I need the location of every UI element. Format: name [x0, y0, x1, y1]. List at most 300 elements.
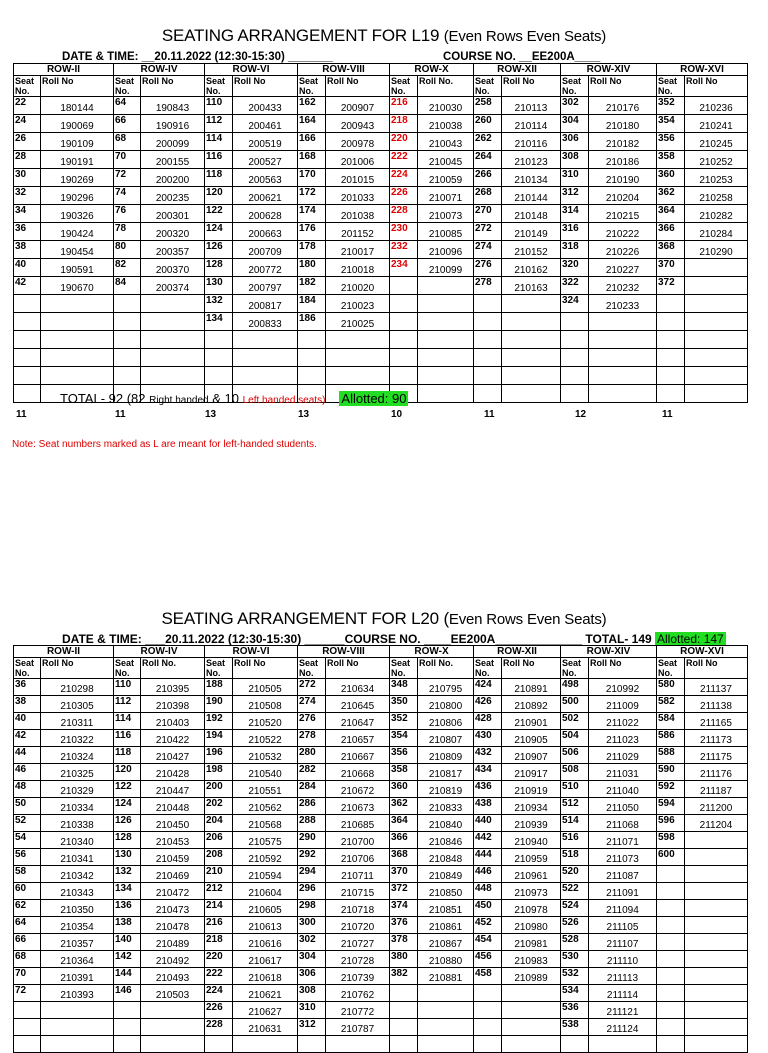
seat-number-cell: 322 — [561, 277, 589, 295]
seat-number-cell: 216 — [205, 917, 233, 934]
roll-number-cell: 210840 — [418, 815, 474, 832]
l19-total-mid: & 10 — [208, 391, 243, 406]
roll-number-cell: 180144 — [41, 97, 114, 115]
roll-number-cell: 210907 — [502, 747, 561, 764]
seat-number-cell: 30 — [14, 169, 41, 187]
seat-number-cell: 116 — [205, 151, 233, 169]
roll-number-cell: 200628 — [233, 205, 298, 223]
roll-number-cell: 200519 — [233, 133, 298, 151]
roll-number-cell: 210657 — [326, 730, 390, 747]
seat-number-cell — [14, 331, 41, 349]
seat-number-cell: 362 — [657, 187, 685, 205]
seat-number-cell: 232 — [390, 241, 418, 259]
table-row — [14, 730, 748, 747]
seat-no-header: Seat No. — [561, 658, 589, 679]
roll-number-cell: 210592 — [233, 849, 298, 866]
seat-number-cell: 354 — [657, 115, 685, 133]
row-count: 11 — [662, 409, 673, 420]
roll-number-cell: 200563 — [233, 169, 298, 187]
roll-number-cell — [685, 349, 748, 367]
seat-number-cell — [657, 900, 685, 917]
roll-number-cell: 210393 — [41, 985, 114, 1002]
seat-number-cell — [390, 985, 418, 1002]
roll-number-cell: 210575 — [233, 832, 298, 849]
table-row — [14, 295, 748, 313]
roll-number-cell: 210149 — [502, 223, 561, 241]
roll-number-cell — [326, 367, 390, 385]
seat-number-cell: 378 — [390, 934, 418, 951]
roll-number-cell: 200907 — [326, 97, 390, 115]
seat-number-cell: 524 — [561, 900, 589, 917]
roll-number-cell: 200817 — [233, 295, 298, 313]
l19-seating-table — [13, 63, 748, 403]
seat-no-header: Seat No. — [114, 76, 141, 97]
seat-number-cell: 120 — [205, 187, 233, 205]
table-row — [14, 277, 748, 295]
seat-number-cell — [390, 331, 418, 349]
seat-number-cell — [114, 313, 141, 331]
seat-number-cell: 228 — [205, 1019, 233, 1036]
roll-number-cell: 210917 — [502, 764, 561, 781]
roll-number-cell: 200370 — [141, 259, 205, 277]
seat-number-cell: 370 — [657, 259, 685, 277]
roll-number-cell: 210973 — [502, 883, 561, 900]
roll-number-cell: 210613 — [233, 917, 298, 934]
roll-number-cell: 210059 — [418, 169, 474, 187]
roll-no-header: Roll No — [502, 76, 561, 97]
seat-number-cell — [657, 385, 685, 403]
roll-number-cell: 210144 — [502, 187, 561, 205]
seat-number-cell: 528 — [561, 934, 589, 951]
roll-number-cell: 190424 — [41, 223, 114, 241]
seat-number-cell: 164 — [298, 115, 326, 133]
roll-number-cell: 210532 — [233, 747, 298, 764]
roll-number-cell: 210939 — [502, 815, 561, 832]
seat-number-cell: 230 — [390, 223, 418, 241]
roll-number-cell: 210594 — [233, 866, 298, 883]
roll-number-cell: 210817 — [418, 764, 474, 781]
roll-number-cell: 210114 — [502, 115, 561, 133]
seat-number-cell — [657, 985, 685, 1002]
seat-number-cell: 288 — [298, 815, 326, 832]
seat-number-cell: 80 — [114, 241, 141, 259]
roll-number-cell: 210980 — [502, 917, 561, 934]
seat-number-cell: 170 — [298, 169, 326, 187]
seat-number-cell: 126 — [114, 815, 141, 832]
seat-number-cell: 82 — [114, 259, 141, 277]
roll-number-cell — [685, 385, 748, 403]
seat-number-cell: 446 — [474, 866, 502, 883]
roll-number-cell: 210325 — [41, 764, 114, 781]
roll-number-cell: 190191 — [41, 151, 114, 169]
roll-number-cell: 190454 — [41, 241, 114, 259]
seat-number-cell: 54 — [14, 832, 41, 849]
roll-number-cell — [685, 1036, 748, 1053]
seat-number-cell: 452 — [474, 917, 502, 934]
roll-number-cell — [685, 313, 748, 331]
roll-number-cell: 211187 — [685, 781, 748, 798]
seat-number-cell: 442 — [474, 832, 502, 849]
seat-no-header: Seat No. — [474, 658, 502, 679]
seat-number-cell — [114, 1002, 141, 1019]
roll-number-cell — [233, 1036, 298, 1053]
roll-number-cell: 210627 — [233, 1002, 298, 1019]
roll-number-cell: 210043 — [418, 133, 474, 151]
seat-number-cell: 272 — [474, 223, 502, 241]
seat-number-cell — [474, 385, 502, 403]
seat-number-cell: 366 — [657, 223, 685, 241]
seat-number-cell: 374 — [390, 900, 418, 917]
seat-number-cell: 144 — [114, 968, 141, 985]
seat-number-cell: 138 — [114, 917, 141, 934]
seat-number-cell: 382 — [390, 968, 418, 985]
roll-number-cell: 200663 — [233, 223, 298, 241]
table-row — [14, 313, 748, 331]
seat-number-cell: 176 — [298, 223, 326, 241]
roll-number-cell: 210233 — [589, 295, 657, 313]
seat-number-cell: 350 — [390, 696, 418, 713]
seat-number-cell: 512 — [561, 798, 589, 815]
seat-number-cell: 372 — [390, 883, 418, 900]
row-header: ROW-X — [390, 646, 474, 658]
seat-number-cell: 428 — [474, 713, 502, 730]
roll-number-cell — [685, 968, 748, 985]
seat-number-cell: 290 — [298, 832, 326, 849]
table-row — [14, 934, 748, 951]
seat-number-cell — [657, 951, 685, 968]
seat-no-header: Seat No. — [657, 658, 685, 679]
table-row — [14, 187, 748, 205]
seat-number-cell — [390, 349, 418, 367]
roll-number-cell: 211087 — [589, 866, 657, 883]
seat-number-cell: 580 — [657, 679, 685, 696]
seat-number-cell: 24 — [14, 115, 41, 133]
seat-number-cell: 302 — [298, 934, 326, 951]
seat-number-cell: 226 — [205, 1002, 233, 1019]
seat-number-cell — [474, 367, 502, 385]
seat-number-cell — [657, 934, 685, 951]
roll-number-cell — [589, 331, 657, 349]
seat-number-cell: 48 — [14, 781, 41, 798]
seat-number-cell: 192 — [205, 713, 233, 730]
row-count: 13 — [298, 409, 310, 420]
roll-number-cell: 210787 — [326, 1019, 390, 1036]
roll-number-cell: 200235 — [141, 187, 205, 205]
roll-number-cell: 210667 — [326, 747, 390, 764]
roll-number-cell: 210227 — [589, 259, 657, 277]
roll-number-cell — [502, 313, 561, 331]
seat-number-cell: 190 — [205, 696, 233, 713]
roll-number-cell — [685, 1019, 748, 1036]
roll-number-cell: 190269 — [41, 169, 114, 187]
seat-number-cell: 312 — [561, 187, 589, 205]
seat-number-cell: 222 — [390, 151, 418, 169]
seat-number-cell: 432 — [474, 747, 502, 764]
seat-number-cell — [390, 313, 418, 331]
seat-number-cell: 62 — [14, 900, 41, 917]
roll-number-cell: 210795 — [418, 679, 474, 696]
seat-number-cell: 70 — [14, 968, 41, 985]
seat-number-cell: 596 — [657, 815, 685, 832]
seat-number-cell: 360 — [390, 781, 418, 798]
roll-number-cell: 211029 — [589, 747, 657, 764]
seat-number-cell: 300 — [298, 917, 326, 934]
seat-number-cell: 124 — [205, 223, 233, 241]
seat-number-cell: 32 — [14, 187, 41, 205]
seat-number-cell — [390, 277, 418, 295]
roll-number-cell: 210298 — [41, 679, 114, 696]
seat-no-header: Seat No. — [14, 658, 41, 679]
seat-number-cell — [474, 349, 502, 367]
table-row — [14, 1036, 748, 1053]
table-row — [14, 133, 748, 151]
roll-number-cell: 210023 — [326, 295, 390, 313]
roll-number-cell: 210428 — [141, 764, 205, 781]
seat-number-cell — [657, 313, 685, 331]
roll-no-header: Roll No — [233, 76, 298, 97]
seat-number-cell: 38 — [14, 696, 41, 713]
row-header: ROW-VIII — [298, 646, 390, 658]
roll-number-cell — [233, 331, 298, 349]
seat-number-cell: 532 — [561, 968, 589, 985]
seat-number-cell: 126 — [205, 241, 233, 259]
row-count: 11 — [115, 409, 126, 420]
seat-no-header: Seat No. — [114, 658, 141, 679]
seat-number-cell — [390, 295, 418, 313]
seat-number-cell: 36 — [14, 679, 41, 696]
seat-number-cell — [114, 1036, 141, 1053]
roll-number-cell: 210492 — [141, 951, 205, 968]
seat-no-header: Seat No. — [205, 658, 233, 679]
roll-number-cell — [685, 277, 748, 295]
l20-title-paren: Even Rows Even Seats) — [448, 611, 607, 628]
row-count: 12 — [575, 409, 587, 420]
roll-number-cell: 200301 — [141, 205, 205, 223]
seat-no-header: Seat No. — [205, 76, 233, 97]
roll-number-cell: 211114 — [589, 985, 657, 1002]
table-row — [14, 1002, 748, 1019]
roll-number-cell: 210045 — [418, 151, 474, 169]
seat-number-cell: 304 — [298, 951, 326, 968]
seat-number-cell: 588 — [657, 747, 685, 764]
seat-number-cell: 180 — [298, 259, 326, 277]
seat-number-cell: 134 — [114, 883, 141, 900]
roll-number-cell: 210152 — [502, 241, 561, 259]
roll-number-cell: 210645 — [326, 696, 390, 713]
seat-number-cell — [114, 349, 141, 367]
roll-number-cell — [141, 1019, 205, 1036]
seat-number-cell: 316 — [561, 223, 589, 241]
roll-number-cell: 210226 — [589, 241, 657, 259]
roll-number-cell: 190591 — [41, 259, 114, 277]
seat-number-cell: 196 — [205, 747, 233, 764]
seat-number-cell: 376 — [390, 917, 418, 934]
seat-number-cell — [390, 1036, 418, 1053]
roll-number-cell: 210700 — [326, 832, 390, 849]
roll-number-cell: 211040 — [589, 781, 657, 798]
roll-number-cell — [502, 385, 561, 403]
seat-number-cell: 304 — [561, 115, 589, 133]
seat-number-cell: 310 — [298, 1002, 326, 1019]
roll-number-cell: 201033 — [326, 187, 390, 205]
seat-number-cell: 194 — [205, 730, 233, 747]
roll-number-cell: 210478 — [141, 917, 205, 934]
roll-number-cell: 210992 — [589, 679, 657, 696]
seat-number-cell: 260 — [474, 115, 502, 133]
seat-number-cell: 50 — [14, 798, 41, 815]
l20-meta-line — [62, 632, 726, 646]
seat-number-cell: 456 — [474, 951, 502, 968]
seat-number-cell: 72 — [14, 985, 41, 1002]
seat-number-cell — [657, 367, 685, 385]
roll-number-cell: 210762 — [326, 985, 390, 1002]
seat-number-cell — [474, 985, 502, 1002]
seat-number-cell: 364 — [390, 815, 418, 832]
seat-number-cell: 66 — [114, 115, 141, 133]
roll-number-cell — [685, 951, 748, 968]
roll-no-header: Roll No. — [418, 76, 474, 97]
seat-number-cell — [114, 295, 141, 313]
seat-number-cell: 356 — [657, 133, 685, 151]
seat-number-cell — [14, 295, 41, 313]
roll-number-cell: 210253 — [685, 169, 748, 187]
roll-number-cell: 200943 — [326, 115, 390, 133]
l20-title-main: SEATING ARRANGEMENT FOR — [161, 609, 412, 628]
l20-allotted-badge: Allotted: 147 — [657, 632, 724, 646]
roll-number-cell: 210715 — [326, 883, 390, 900]
seat-number-cell: 40 — [14, 713, 41, 730]
seat-number-cell: 212 — [205, 883, 233, 900]
roll-number-cell: 210505 — [233, 679, 298, 696]
seat-number-cell: 216 — [390, 97, 418, 115]
roll-number-cell: 210334 — [41, 798, 114, 815]
seat-number-cell — [657, 1019, 685, 1036]
seat-number-cell: 118 — [114, 747, 141, 764]
roll-number-cell — [141, 1002, 205, 1019]
table-row — [14, 97, 748, 115]
table-row — [14, 798, 748, 815]
roll-number-cell: 210018 — [326, 259, 390, 277]
seat-number-cell: 220 — [205, 951, 233, 968]
roll-number-cell — [326, 331, 390, 349]
roll-number-cell: 210447 — [141, 781, 205, 798]
table-row — [14, 241, 748, 259]
seat-number-cell: 500 — [561, 696, 589, 713]
seat-number-cell: 590 — [657, 764, 685, 781]
l20-title-room: L20 — [411, 609, 439, 628]
seat-number-cell: 526 — [561, 917, 589, 934]
row-header: ROW-VI — [205, 646, 298, 658]
roll-number-cell: 211121 — [589, 1002, 657, 1019]
table-row — [14, 968, 748, 985]
l20-title-open: ( — [438, 609, 449, 628]
seat-number-cell — [205, 367, 233, 385]
seat-number-cell: 284 — [298, 781, 326, 798]
roll-number-cell: 210329 — [41, 781, 114, 798]
roll-number-cell: 210959 — [502, 849, 561, 866]
roll-number-cell: 210134 — [502, 169, 561, 187]
seat-number-cell: 598 — [657, 832, 685, 849]
roll-number-cell — [589, 349, 657, 367]
roll-number-cell — [685, 866, 748, 883]
row-header: ROW-II — [14, 64, 114, 76]
seat-number-cell: 184 — [298, 295, 326, 313]
roll-number-cell: 210800 — [418, 696, 474, 713]
seat-number-cell: 68 — [14, 951, 41, 968]
table-row — [14, 900, 748, 917]
roll-number-cell: 210099 — [418, 259, 474, 277]
seat-number-cell: 310 — [561, 169, 589, 187]
roll-number-cell: 210934 — [502, 798, 561, 815]
seat-number-cell: 58 — [14, 866, 41, 883]
roll-number-cell — [326, 1036, 390, 1053]
row-header: ROW-XII — [474, 64, 561, 76]
seat-number-cell: 438 — [474, 798, 502, 815]
seat-number-cell: 178 — [298, 241, 326, 259]
roll-no-header: Roll No — [589, 658, 657, 679]
seat-number-cell: 206 — [205, 832, 233, 849]
seat-number-cell: 282 — [298, 764, 326, 781]
roll-number-cell — [418, 331, 474, 349]
left-handed-note: Note: Seat numbers marked as L are meant for left-handed students. — [12, 439, 317, 450]
roll-number-cell — [502, 331, 561, 349]
roll-number-cell: 210448 — [141, 798, 205, 815]
seat-number-cell: 594 — [657, 798, 685, 815]
roll-number-cell — [418, 1019, 474, 1036]
roll-number-cell: 210403 — [141, 713, 205, 730]
table-row — [14, 815, 748, 832]
roll-number-cell — [589, 1036, 657, 1053]
roll-number-cell: 211138 — [685, 696, 748, 713]
seat-number-cell: 130 — [114, 849, 141, 866]
seat-number-cell: 188 — [205, 679, 233, 696]
roll-number-cell: 211165 — [685, 713, 748, 730]
l19-title — [0, 26, 768, 46]
table-row — [14, 747, 748, 764]
roll-number-cell: 210961 — [502, 866, 561, 883]
seat-number-cell: 352 — [657, 97, 685, 115]
seat-number-cell: 270 — [474, 205, 502, 223]
seat-number-cell — [205, 349, 233, 367]
roll-number-cell: 210867 — [418, 934, 474, 951]
seat-number-cell: 516 — [561, 832, 589, 849]
roll-number-cell: 210819 — [418, 781, 474, 798]
roll-number-cell: 210180 — [589, 115, 657, 133]
seat-number-cell — [474, 313, 502, 331]
roll-number-cell — [41, 367, 114, 385]
seat-number-cell — [390, 1002, 418, 1019]
roll-number-cell: 210634 — [326, 679, 390, 696]
seat-number-cell: 218 — [205, 934, 233, 951]
roll-number-cell: 210621 — [233, 985, 298, 1002]
seat-number-cell: 46 — [14, 764, 41, 781]
table-row — [14, 259, 748, 277]
seat-number-cell: 112 — [205, 115, 233, 133]
seat-number-cell: 352 — [390, 713, 418, 730]
roll-number-cell: 210162 — [502, 259, 561, 277]
seat-number-cell: 26 — [14, 133, 41, 151]
roll-number-cell: 201038 — [326, 205, 390, 223]
roll-number-cell: 210038 — [418, 115, 474, 133]
seat-number-cell: 208 — [205, 849, 233, 866]
roll-number-cell: 190670 — [41, 277, 114, 295]
seat-number-cell: 268 — [474, 187, 502, 205]
seat-number-cell: 318 — [561, 241, 589, 259]
roll-number-cell: 210222 — [589, 223, 657, 241]
roll-number-cell: 210427 — [141, 747, 205, 764]
l19-title-main: SEATING ARRANGEMENT FOR L19 — [161, 26, 444, 45]
roll-number-cell: 210338 — [41, 815, 114, 832]
